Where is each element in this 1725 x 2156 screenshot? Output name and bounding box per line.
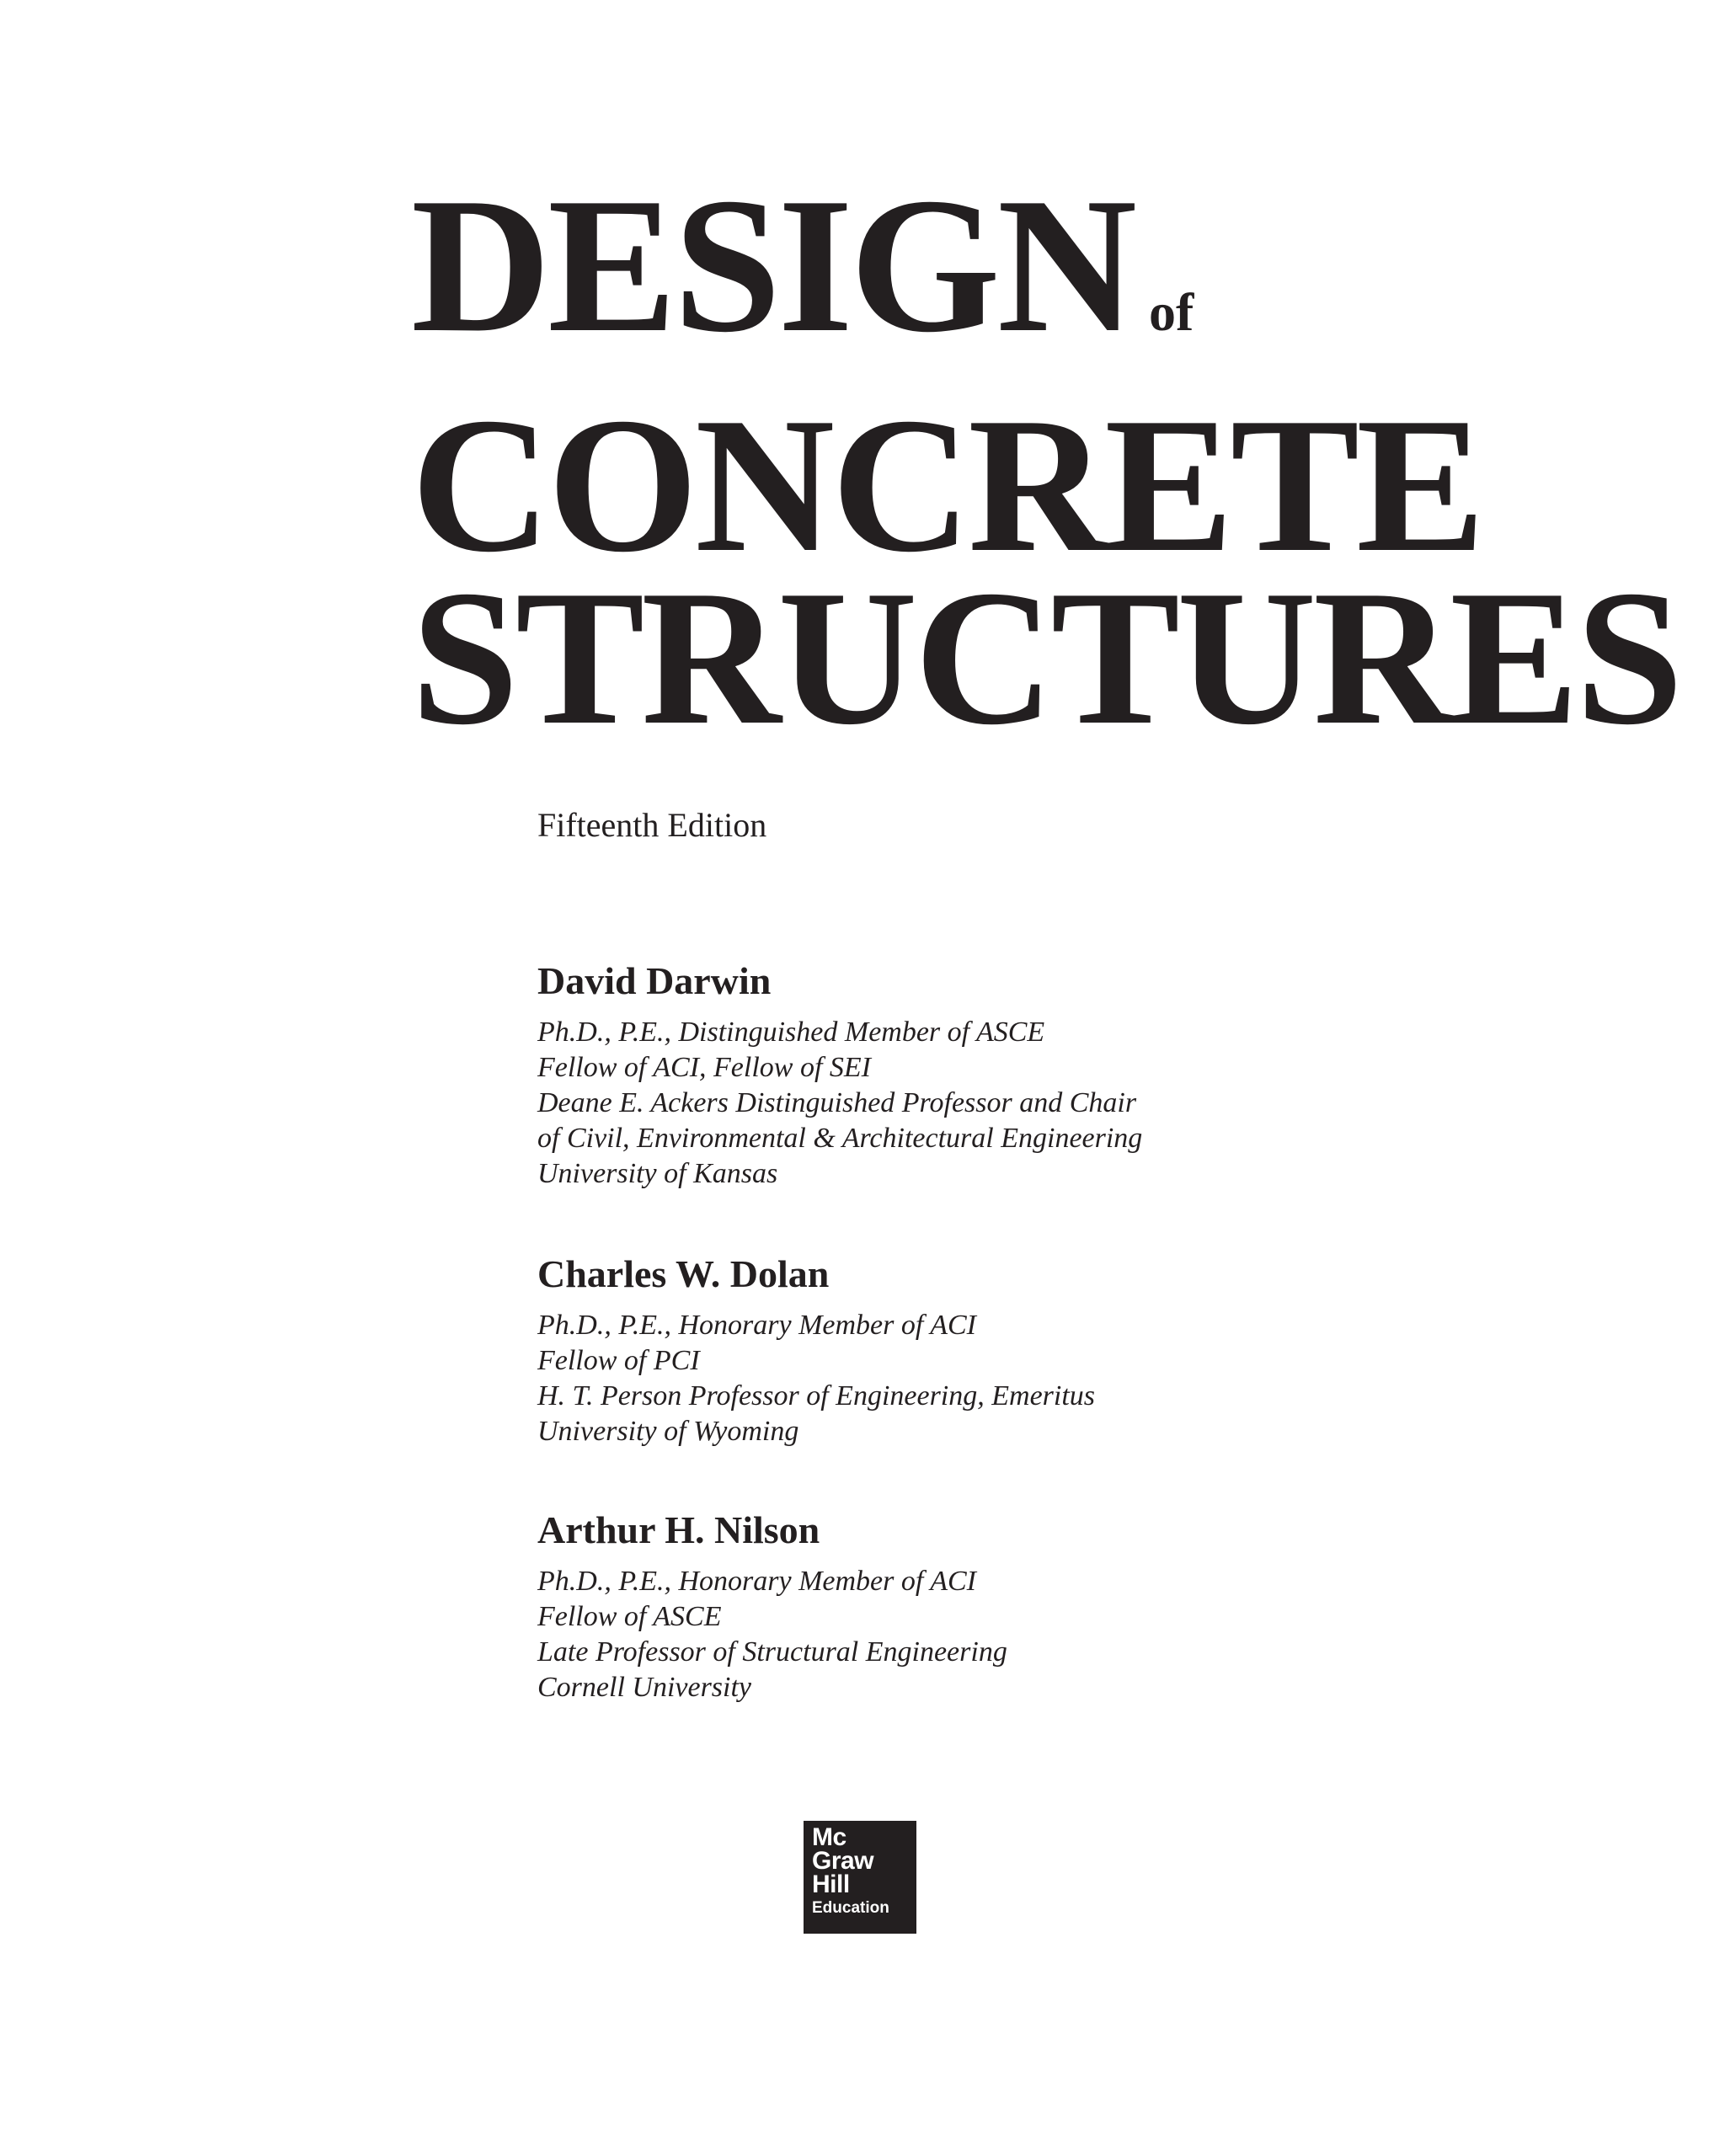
logo-text-education: Education — [812, 1899, 889, 1917]
author-credential: of Civil, Environmental & Architectural Engineering — [537, 1122, 1143, 1154]
author-credential: Late Professor of Structural Engineering — [537, 1636, 1007, 1668]
author-credential: University of Kansas — [537, 1157, 778, 1189]
title-line-structures: STRUCTURES — [411, 550, 1680, 765]
author-credential: Fellow of ASCE — [537, 1600, 722, 1632]
logo-text-mc: Mc — [812, 1823, 846, 1851]
edition-label: Fifteenth Edition — [537, 806, 767, 844]
title-line-design — [411, 157, 1680, 398]
author-credential: Fellow of PCI — [537, 1344, 700, 1376]
author-name: Charles W. Dolan — [537, 1252, 830, 1295]
author-credential: Ph.D., P.E., Honorary Member of ACI — [537, 1309, 976, 1341]
logo-text-hill: Hill — [812, 1870, 850, 1898]
author-credential: Cornell University — [537, 1671, 752, 1703]
author-credential: H. T. Person Professor of Engineering, Emeritus — [537, 1380, 1096, 1412]
author-name: Arthur H. Nilson — [537, 1508, 820, 1551]
author-block — [537, 960, 1142, 1192]
title-word-of: of — [1148, 282, 1194, 342]
author-credential: Fellow of ACI, Fellow of SEI — [537, 1051, 871, 1083]
logo-text-graw: Graw — [812, 1847, 874, 1875]
mcgraw-hill-education-logo — [804, 1821, 916, 1934]
title-line-concrete: CONCRETE — [411, 377, 1482, 592]
author-name: David Darwin — [537, 959, 772, 1002]
author-block — [537, 1509, 1007, 1705]
author-credential: University of Wyoming — [537, 1415, 799, 1447]
author-credential: Ph.D., P.E., Distinguished Member of ASCE — [537, 1016, 1045, 1048]
author-block — [537, 1253, 1095, 1449]
title-word-design: DESIGN — [411, 157, 1134, 372]
book-title — [411, 157, 1680, 765]
author-credential: Deane E. Ackers Distinguished Professor and Chair — [537, 1086, 1137, 1118]
author-credential: Ph.D., P.E., Honorary Member of ACI — [537, 1565, 976, 1597]
